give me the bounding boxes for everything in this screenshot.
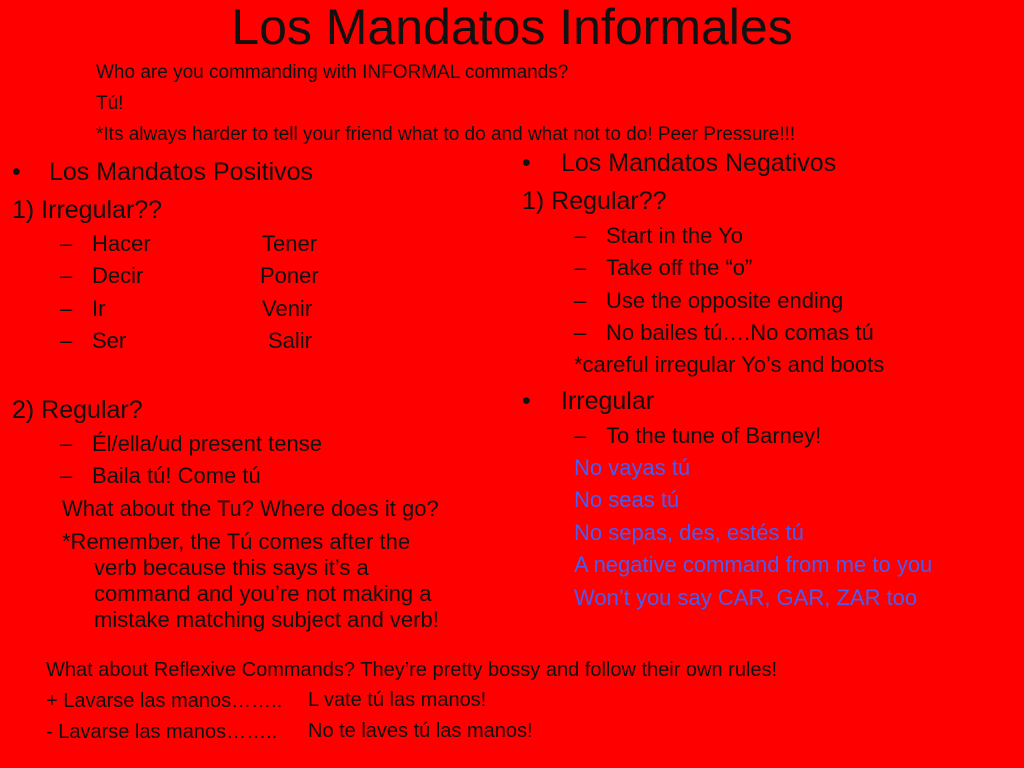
reflexive-positive-answer: L vate tú las manos! [308,689,487,711]
regular-step-text: Use the opposite ending [606,288,844,313]
dash-icon: – [60,231,73,256]
positive-commands-heading: Los Mandatos Positivos [49,158,314,186]
dash-icon: – [574,423,587,448]
remember-note-line: mistake matching subject and verb! [94,607,439,632]
intro-note: *Its always harder to tell your friend what to do and what not to do! Peer Pressure!!! [96,124,796,145]
bullet-icon: • [522,387,531,415]
verb-right: Poner [260,263,319,288]
positive-irregular-label: 1) Irregular?? [12,196,163,224]
reflexive-negative-prompt: - Lavarse las manos…….. [46,721,278,743]
dash-icon: – [60,463,73,488]
song-line: No sepas, des, estés tú [574,520,804,545]
dash-icon: – [60,296,73,321]
regular-point [60,431,322,457]
irregular-heading [522,387,654,415]
positive-regular-label: 2) Regular? [12,396,143,424]
dash-icon: – [574,223,587,248]
dash-icon: – [60,263,73,288]
left-heading [12,158,313,186]
verb-right: Venir [262,296,313,321]
tu-question: What about the Tu? Where does it go? [62,496,439,521]
irregular-heading-text: Irregular [561,387,655,415]
verb-row [60,263,143,289]
regular-step-text: No bailes tú….No comas tú [606,320,874,345]
regular-step [574,288,843,314]
negative-regular-label: 1) Regular?? [522,187,667,215]
regular-step-text: Take off the “o” [606,255,753,280]
song-line: No seas tú [574,487,680,512]
verb-left: Hacer [92,231,151,256]
dash-icon: – [60,431,73,456]
reflexive-question: What about Reflexive Commands? They’re pretty bossy and follow their own rules! [46,659,778,681]
verb-row [60,328,126,354]
verb-left: Decir [92,263,144,288]
regular-point-text: Él/ella/ud present tense [92,431,322,456]
reflexive-negative-answer: No te laves tú las manos! [308,720,533,742]
dash-icon: – [574,255,587,280]
irregular-point-text: To the tune of Barney! [606,423,822,448]
verb-row [60,231,151,257]
remember-note-line: command and you’re not making a [94,581,432,606]
verb-right: Tener [262,231,318,256]
negative-commands-heading: Los Mandatos Negativos [561,149,837,177]
intro-answer: Tú! [96,93,124,114]
slide-title: Los Mandatos Informales [231,0,793,55]
regular-point-text: Baila tú! Come tú [92,463,261,488]
verb-row [60,296,105,322]
intro-question: Who are you commanding with INFORMAL commands? [96,62,569,83]
regular-step [574,223,743,249]
regular-step [574,320,874,346]
song-line: Won’t you say CAR, GAR, ZAR too [574,585,918,610]
bullet-icon: • [12,158,21,186]
caution-note: *careful irregular Yo’s and boots [574,352,885,377]
song-line: A negative command from me to you [574,552,933,577]
dash-icon: – [574,320,587,345]
right-heading [522,149,836,177]
dash-icon: – [60,328,73,353]
regular-step-text: Start in the Yo [606,223,743,248]
regular-step [574,255,752,281]
regular-point [60,463,261,489]
song-line: No vayas tú [574,455,691,480]
remember-note-line: verb because this says it’s a [94,555,369,580]
verb-left: Ir [92,296,106,321]
dash-icon: – [574,288,587,313]
remember-note-line: *Remember, the Tú comes after the [62,529,411,554]
reflexive-positive-prompt: + Lavarse las manos…….. [46,690,283,712]
bullet-icon: • [522,149,531,177]
verb-left: Ser [92,328,127,353]
irregular-point [574,423,821,449]
verb-right: Salir [268,328,313,353]
